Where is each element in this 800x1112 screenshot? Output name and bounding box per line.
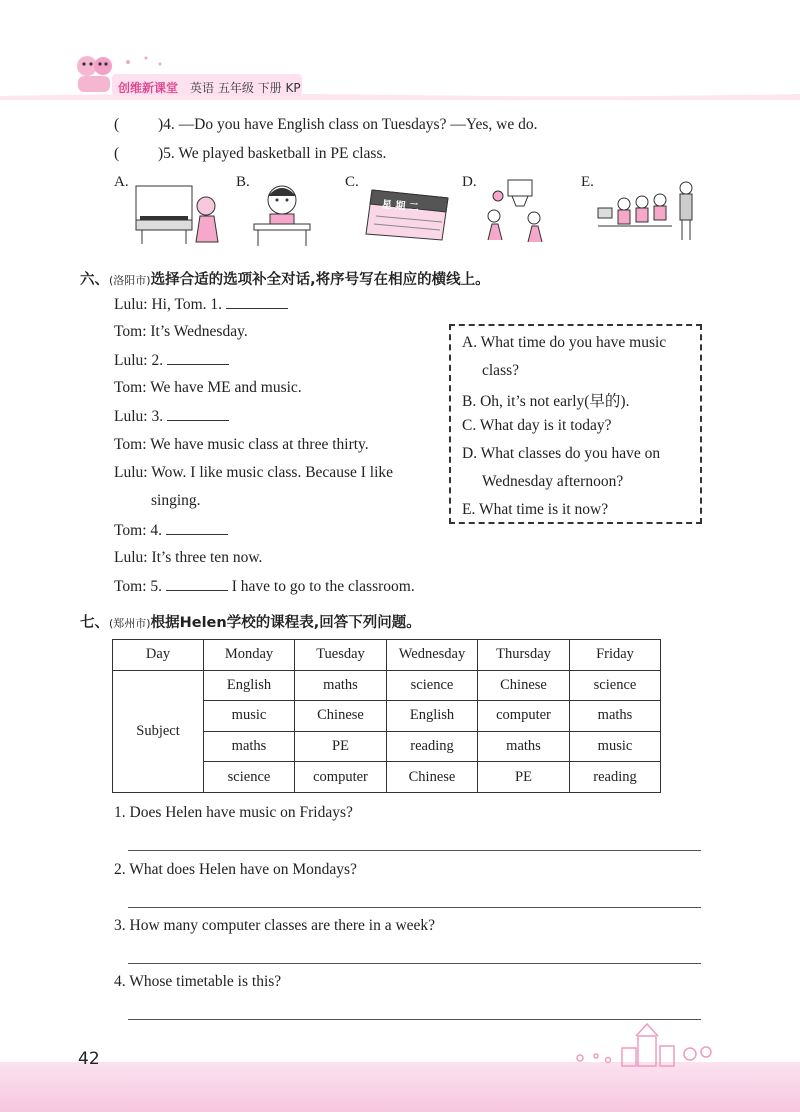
dialogue-line: Lulu: Hi, Tom. 1. xyxy=(114,295,288,314)
dialogue-line: singing. xyxy=(151,492,201,509)
option-d-continued: Wednesday afternoon? xyxy=(482,473,624,490)
picture-label-c: C. xyxy=(345,174,359,190)
options-box xyxy=(449,324,702,524)
picture-label-a: A. xyxy=(114,174,129,190)
dialogue-line: Lulu: It’s three ten now. xyxy=(114,549,263,566)
row-label: Subject xyxy=(113,670,204,792)
option-b: B. Oh, it’s not early(早的). xyxy=(462,393,630,410)
question-4: ( )4. —Do you have English class on Tuesdays? —Yes, we do. xyxy=(114,116,538,133)
answer-blank[interactable] xyxy=(167,351,229,365)
dialogue-line: Tom: 4. xyxy=(114,521,228,540)
answer-blank[interactable] xyxy=(166,577,228,591)
dialogue-line: Tom: 5. I have to go to the classroom. xyxy=(114,578,415,595)
castle-decoration-icon xyxy=(560,1022,720,1068)
table-cell: maths xyxy=(204,731,295,762)
table-header-row xyxy=(113,640,661,671)
table-cell: English xyxy=(387,701,478,732)
question-text: —Do you have English class on Tuesdays? —Yes, we do. xyxy=(178,116,538,133)
dialogue-line: Tom: We have ME and music. xyxy=(114,379,302,396)
table-cell: music xyxy=(204,701,295,732)
section-number: 七、 xyxy=(80,615,109,631)
calendar-text: 星 期 二 xyxy=(381,199,420,214)
table-cell: science xyxy=(570,670,661,701)
table-cell: maths xyxy=(570,701,661,732)
section-six-title xyxy=(80,268,490,289)
answer-line[interactable] xyxy=(128,907,701,908)
answer-blank[interactable] xyxy=(166,521,228,535)
table-cell: maths xyxy=(295,670,387,701)
brand-name: 创维新课堂 xyxy=(118,81,179,95)
dialogue-line: Lulu: 3. xyxy=(114,407,229,426)
dialogue-line: Tom: It’s Wednesday. xyxy=(114,323,248,340)
option-a-continued: class? xyxy=(482,362,520,379)
table-row xyxy=(113,670,661,701)
comprehension-question: 3. How many computer classes are there in a week? xyxy=(114,917,436,934)
table-cell: reading xyxy=(570,762,661,793)
option-d: D. What classes do you have on xyxy=(462,445,661,462)
table-cell: science xyxy=(204,762,295,793)
footer-decoration xyxy=(0,1062,800,1112)
piano-girl-picture xyxy=(132,180,222,246)
table-cell: Chinese xyxy=(478,670,570,701)
table-cell: reading xyxy=(387,731,478,762)
computer-class-picture xyxy=(596,178,700,244)
dialogue-line: Lulu: 2. xyxy=(114,351,229,370)
question-number: 4. xyxy=(163,116,175,133)
option-c: C. What day is it today? xyxy=(462,417,612,434)
answer-line[interactable] xyxy=(128,963,701,964)
comprehension-question: 1. Does Helen have music on Fridays? xyxy=(114,804,353,821)
timetable xyxy=(112,639,661,793)
table-cell: Chinese xyxy=(387,762,478,793)
option-a: A. What time do you have music xyxy=(462,334,667,351)
question-5: ( )5. We played basketball in PE class. xyxy=(114,145,387,162)
table-cell: music xyxy=(570,731,661,762)
girl-at-desk-picture xyxy=(246,178,318,248)
table-cell: PE xyxy=(478,762,570,793)
book-info: 英语 五年级 下册 KP xyxy=(190,81,301,95)
table-header: Monday xyxy=(204,640,295,671)
page-number: 42 xyxy=(78,1049,100,1069)
answer-line[interactable] xyxy=(128,1019,701,1020)
dialogue-line: Tom: We have music class at three thirty. xyxy=(114,436,369,453)
table-cell: English xyxy=(204,670,295,701)
table-cell: science xyxy=(387,670,478,701)
question-text: We played basketball in PE class. xyxy=(178,145,387,162)
table-cell: Chinese xyxy=(295,701,387,732)
basketball-picture xyxy=(478,178,550,244)
section-instruction: 根据Helen学校的课程表,回答下列问题。 xyxy=(150,615,421,631)
city-tag: (郑州市) xyxy=(109,617,151,630)
answer-blank[interactable] xyxy=(167,407,229,421)
table-cell: computer xyxy=(478,701,570,732)
section-seven-title xyxy=(80,611,421,632)
section-instruction: 选择合适的选项补全对话,将序号写在相应的横线上。 xyxy=(150,272,490,288)
picture-label-e: E. xyxy=(581,174,594,190)
table-header: Thursday xyxy=(478,640,570,671)
comprehension-question: 4. Whose timetable is this? xyxy=(114,973,282,990)
star-decoration-icon xyxy=(126,57,162,66)
table-cell: maths xyxy=(478,731,570,762)
answer-line[interactable] xyxy=(128,850,701,851)
table-cell: computer xyxy=(295,762,387,793)
table-cell: PE xyxy=(295,731,387,762)
comprehension-question: 2. What does Helen have on Mondays? xyxy=(114,861,357,878)
calendar-picture xyxy=(362,184,458,244)
picture-label-b: B. xyxy=(236,174,250,190)
dialogue-line: Lulu: Wow. I like music class. Because I like xyxy=(114,464,394,481)
picture-label-d: D. xyxy=(462,174,477,190)
option-e: E. What time is it now? xyxy=(462,501,609,518)
question-number: 5. xyxy=(163,145,175,162)
cartoon-children-icon xyxy=(77,56,112,92)
section-number: 六、 xyxy=(80,272,109,288)
table-header: Friday xyxy=(570,640,661,671)
city-tag: (洛阳市) xyxy=(109,274,151,287)
table-header: Tuesday xyxy=(295,640,387,671)
table-header: Day xyxy=(113,640,204,671)
answer-blank[interactable] xyxy=(226,295,288,309)
table-header: Wednesday xyxy=(387,640,478,671)
